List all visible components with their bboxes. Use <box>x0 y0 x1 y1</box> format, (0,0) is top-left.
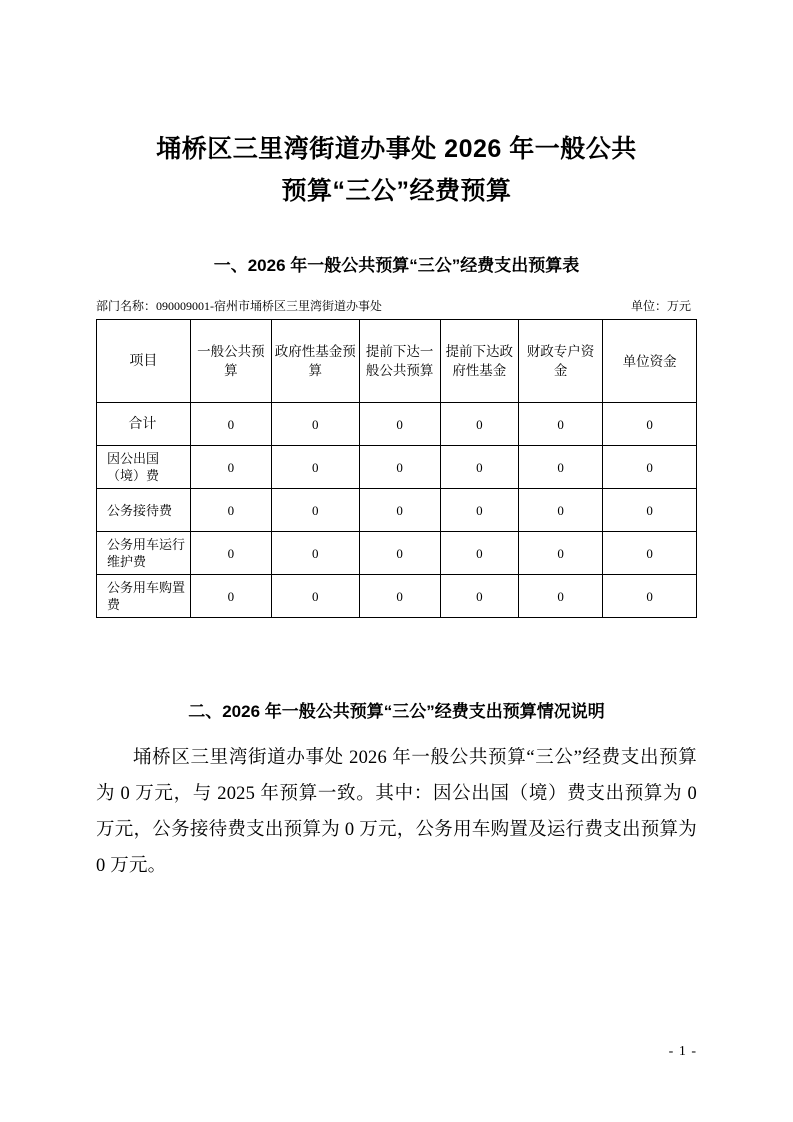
section-heading-1: 一、2026 年一般公共预算“三公”经费支出预算表 <box>213 256 580 275</box>
row-cell: 0 <box>440 532 518 575</box>
column-header-advance-government-fund: 提前下达政府性基金 <box>440 320 518 403</box>
page-title <box>96 0 697 212</box>
body-paragraph: 埇桥区三里湾街道办事处 2026 年一般公共预算“三公”经费支出预算为 0 万元，与 2025 年预算一致。其中：因公出国（境）费支出预算为 0 万元，公务接待费支出预算为 0 万元，公务用车购置及运行费支出预算为 0 万元。 <box>96 748 697 876</box>
row-cell: 0 <box>272 532 360 575</box>
table-row <box>97 446 697 489</box>
column-header-general-public-budget: 一般公共预算 <box>190 320 271 403</box>
row-cell: 0 <box>440 446 518 489</box>
section-heading-2: 二、2026 年一般公共预算“三公”经费支出预算情况说明 <box>188 702 605 721</box>
row-cell: 0 <box>603 403 697 446</box>
row-cell: 0 <box>190 489 271 532</box>
row-cell: 0 <box>518 532 602 575</box>
row-cell: 0 <box>190 575 271 618</box>
row-cell: 0 <box>518 446 602 489</box>
table-row <box>97 403 697 446</box>
row-cell: 0 <box>603 575 697 618</box>
row-cell: 0 <box>272 575 360 618</box>
row-cell: 0 <box>272 403 360 446</box>
row-cell: 0 <box>440 403 518 446</box>
row-cell: 0 <box>440 489 518 532</box>
row-cell: 0 <box>359 575 440 618</box>
table-header-row <box>97 320 697 403</box>
row-cell: 0 <box>272 446 360 489</box>
row-cell: 0 <box>440 575 518 618</box>
row-label: 因公出国（境）费 <box>97 446 191 489</box>
table-row <box>97 532 697 575</box>
row-cell: 0 <box>603 446 697 489</box>
row-cell: 0 <box>359 446 440 489</box>
page-title-line-2: 预算“三公”经费预算 <box>281 177 512 205</box>
table-row <box>97 575 697 618</box>
row-label: 公务接待费 <box>97 489 191 532</box>
row-cell: 0 <box>603 489 697 532</box>
row-cell: 0 <box>603 532 697 575</box>
row-cell: 0 <box>359 489 440 532</box>
unit-label: 单位：万元 <box>630 299 691 313</box>
column-header-unit-funds: 单位资金 <box>603 320 697 403</box>
row-cell: 0 <box>518 403 602 446</box>
row-cell: 0 <box>272 489 360 532</box>
row-label: 合计 <box>97 403 191 446</box>
row-label: 公务用车购置费 <box>97 575 191 618</box>
column-header-item: 项目 <box>97 320 191 403</box>
column-header-advance-general-public-budget: 提前下达一般公共预算 <box>359 320 440 403</box>
row-cell: 0 <box>190 446 271 489</box>
column-header-government-fund-budget: 政府性基金预算 <box>272 320 360 403</box>
budget-table <box>96 319 697 618</box>
page-number: - 1 - <box>668 1044 697 1059</box>
row-cell: 0 <box>518 489 602 532</box>
page-title-line-1: 埇桥区三里湾街道办事处 2026 年一般公共 <box>156 135 637 163</box>
table-row <box>97 489 697 532</box>
row-cell: 0 <box>359 403 440 446</box>
table-meta-row <box>96 280 697 319</box>
department-label: 部门名称：090009001-宿州市埇桥区三里湾街道办事处 <box>96 299 382 313</box>
row-cell: 0 <box>190 532 271 575</box>
column-header-fiscal-account-funds: 财政专户资金 <box>518 320 602 403</box>
row-cell: 0 <box>359 532 440 575</box>
row-cell: 0 <box>190 403 271 446</box>
row-label: 公务用车运行维护费 <box>97 532 191 575</box>
row-cell: 0 <box>518 575 602 618</box>
